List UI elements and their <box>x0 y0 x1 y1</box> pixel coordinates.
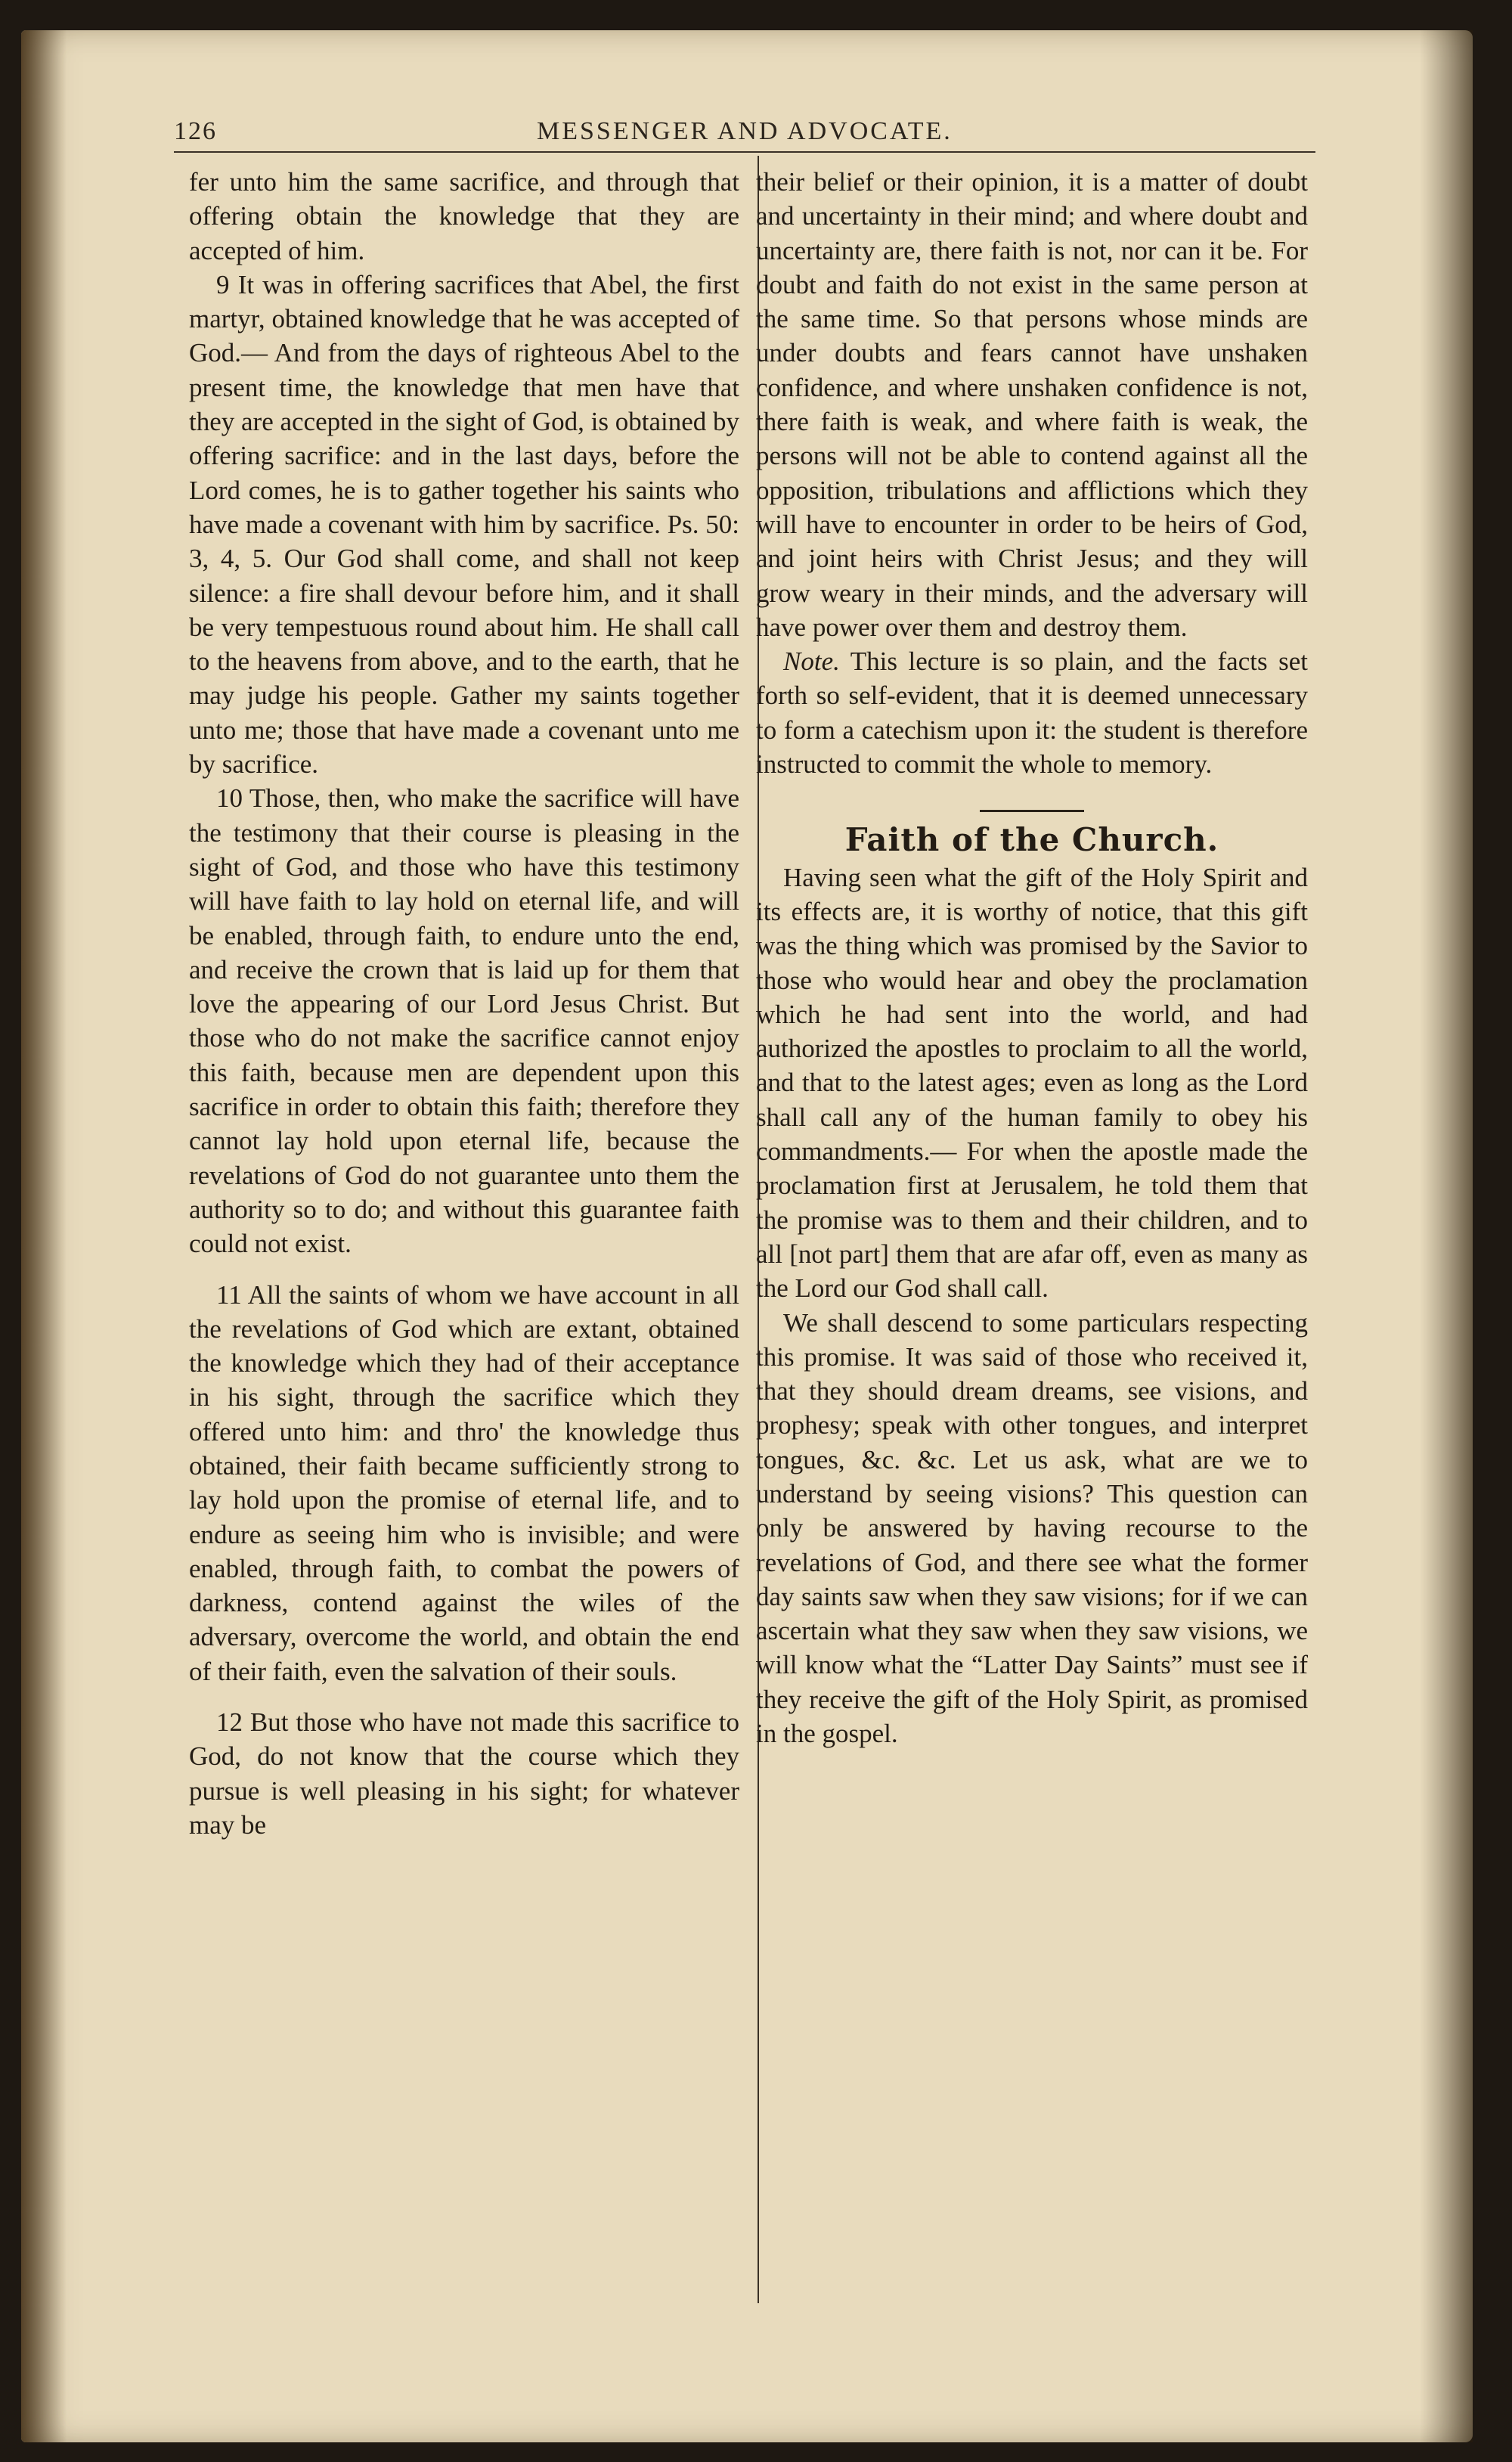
paragraph: Having seen what the gift of the Holy Spirit and its effects are, it is worthy of notice, that this gift was the thing which was promised by the Savior to those who would hear and obey the proclamation which he had sent into the world, and had authorized the apostles to proclaim to all the world, and that to the latest ages; even as long as the Lord shall call any of the human family to obey his commandments.— For when the apostle made the proclamation first at Jerusalem, he told them that the promise was to them and their children, and to all [not part] them that are afar off, even as many as the Lord our God shall call. <box>756 862 1308 1304</box>
paragraph: 12 But those who have not made this sacrifice to God, do not know that the course which they pursue is well pleasing in his sight; for whatever may be <box>189 1707 739 1840</box>
paragraph: 10 Those, then, who make the sacrifice will have the testimony that their course is pleasing in the sight of God, and those who have this testimony will have faith to lay hold on eternal life, and will be enabled, through faith, to endure unto the end, and receive the crown that is laid up for them that love the appearing of our Lord Jesus Christ. But those who do not make the sacrifice cannot enjoy this faith, because men are dependent upon this sacrifice in order to obtain this faith; therefore they cannot lay hold upon eternal life, because the revelations of God do not guarantee unto them the authority so to do; and without this guarantee faith could not exist. <box>189 783 739 1259</box>
page-edge-shadow <box>1420 30 1473 2442</box>
paragraph: fer unto him the same sacrifice, and through that offering obtain the knowledge that they are accepted of him. <box>189 167 739 265</box>
paragraph: We shall descend to some particulars respecting this promise. It was said of those who received it, that they should dream dreams, see visions, and prophesy; speak with other tongues, and interpret tongues, &c. &c. Let us ask, what are we to understand by seeing visions? This question can only be answered by having recourse to the revelations of God, and there see what the former day saints saw when they saw visions; for if we can ascertain what they saw when they saw visions, we will know what the “Latter Day Saints” must see if they receive the gift of the Holy Spirit, as promised in the gospel. <box>756 1307 1308 1749</box>
header-rule <box>174 151 1315 153</box>
section-title: Faith of the Church. <box>844 821 1219 859</box>
note-paragraph <box>756 644 1308 781</box>
paragraph: 11 All the saints of whom we have account in all the revelations of God which are extant, obtained the knowledge which they had of their acceptance in his sight, through the sacrifice which they offered unto him: and thro' the knowledge thus obtained, their faith became sufficiently strong to lay hold upon the promise of eternal life, and to endure as seeing him who is invisible; and were enabled, through faith, to combat the powers of darkness, contend against the wiles of the adversary, overcome the world, and obtain the end of their faith, even the salvation of their souls. <box>189 1279 739 1686</box>
note-text: This lecture is so plain, and the facts set forth so self-evident, that it is deemed unnecessary to form a catechism upon it: the student is therefore instructed to commit the whole to memory. <box>756 647 1308 780</box>
journal-title: MESSENGER AND ADVOCATE. <box>537 117 953 145</box>
right-column <box>756 165 1308 1750</box>
left-column <box>189 165 739 1842</box>
paragraph: their belief or their opinion, it is a matter of doubt and uncertainty in their mind; and where doubt and uncertainty are, there faith is not, nor can it be. For doubt and faith do not exist in the same person at the same time. So that persons whose minds are under doubts and fears cannot have unshaken confidence, and where unshaken confidence is not, there faith is weak, and where faith is weak, the persons will not be able to contend against all the opposition, tribulations and afflictions which they will have to encounter in order to be heirs of God, and joint heirs with Christ Jesus; and they will grow weary in their minds, and the adversary will have power over them and destroy them. <box>756 167 1308 642</box>
running-header <box>174 117 1308 152</box>
gutter-shadow <box>21 30 67 2442</box>
page-number: 126 <box>174 117 217 145</box>
paragraph: 9 It was in offering sacrifices that Abel, the first martyr, obtained knowledge that he was accepted of God.— And from the days of righteous Abel to the present time, the knowledge that men have that they are accepted in the sight of God, is obtained by offering sacrifice: and in the last days, before the Lord comes, he is to gather together his saints who have made a covenant with him by sacrifice. Ps. 50: 3, 4, 5. Our God shall come, and shall not keep silence: a fire shall devour before him, and it shall be very tempestuous round about him. He shall call to the heavens from above, and to the earth, that he may judge his people. Gather my saints together unto me; those that have made a covenant unto me by sacrifice. <box>189 269 739 780</box>
note-label: Note. <box>783 647 840 677</box>
section-separator <box>980 810 1084 812</box>
